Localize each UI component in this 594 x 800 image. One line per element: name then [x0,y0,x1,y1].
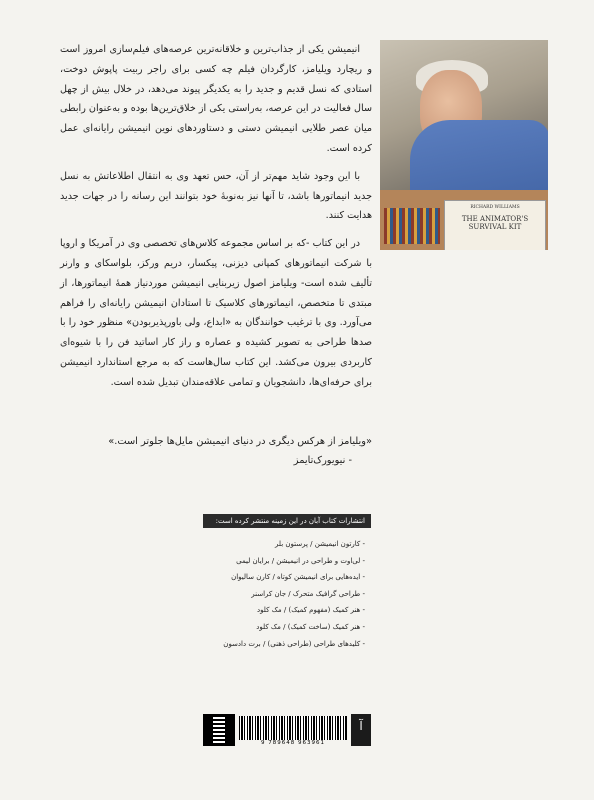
paragraph-1: انیمیشن یکی از جذاب‌ترین و خلاقانه‌ترین عرصه‌های فیلم‌سازی امروز است و ریچارد ویلیامز، کارگردان فیلم چه کسی برای راجر ربیت پاپوش دوخت، استادی که نسل قدیم و جدید را به یکدیگر پیوند می‌دهد، در خلال بیش از چهل سال فعالیت در این عرصه، به‌راستی یکی از خلاق‌ترین‌ها بوده و به‌عنوان رابطی میان عصر طلایی انیمیشن دستی و دستاوردهای نوین انیمیشن رایانه‌ای عمل کرده است. [60,44,372,154]
list-item: - طراحی گرافیک متحرک / جان کراسنر [251,589,365,598]
list-item: - کارتون انیمیشن / پرستون بلر [275,540,365,548]
barcode-area [203,714,371,748]
photo-pencils [384,208,440,244]
list-item: - لی‌اوت و طراحی در انیمیشن / برایان لیمی [236,556,365,565]
photo-book-title: THE ANIMATOR'S SURVIVAL KIT [461,215,529,231]
barcode-icon [239,716,347,740]
qr-code-icon [203,714,235,746]
paragraph-2: با این وجود شاید مهم‌تر از آن، حس تعهد وی به انتقال اطلاعاتش به نسل جدید انیماتورها باشد، تا آنها نیز به‌نوبهٔ خود بتوانند این رسانه را در جهات جدید هدایت کنند. [60,170,372,222]
photo-book-author: RICHARD WILLIAMS [470,205,520,210]
paragraph-3: در این کتاب -که بر اساس مجموعه کلاس‌های تخصصی وی در آمریکا و اروپا با شرکت انیماتورهای کمپانی دیزنی، پیکسار، دریم ورکز، بلواسکای و وارنر تألیف شده است- ویلیامز اصول زیربنایی انیمیشن موردنیاز همهٔ انیماتورها، از مبتدی تا متخصص، انیماتورهای کلاسیک تا استادان انیمیشن رایانه‌ای را فراهم می‌آورد. وی با ترغیب خوانندگان به «ابداع، ولی باورپذیربودن» منظور خود را با صدها طراحی به تصویر کشیده و عصاره و راز کار اساتید فن را با شیوه‌ای کاربردی بیرون می‌کشد. این کتاب سال‌هاست که به مرجع استاندارد انیمیشن برای حرفه‌ای‌ها، دانشجویان و تمامی علاقه‌مندان تبدیل شده است. [60,238,372,388]
publisher-list [203,536,371,652]
publisher-list-header: انتشارات کتاب آبان در این زمینه منتشر کرده است: [203,514,371,528]
list-item: - کلیدهای طراحی (طراحی ذهنی) / برت دادسون [223,639,365,648]
review-quote: «ویلیامز از هرکس دیگری در دنیای انیمیشن مایل‌ها جلوتر است.» [108,436,372,447]
list-item: - هنر کمیک (مفهوم کمیک) / مک کلود [257,606,365,615]
list-item: - هنر کمیک (ساخت کمیک) / مک کلود [256,622,365,631]
list-item: - ایده‌هایی برای انیمیشن کوتاه / کارن سالیوان [231,573,365,582]
barcode-number: 9 789648 963961 [261,740,325,746]
description [60,40,372,401]
author-photo [380,40,548,250]
publisher-logo-icon: آ [351,714,371,746]
review-source: - نیویورک‌تایمز [293,455,352,466]
photo-book [444,200,546,250]
